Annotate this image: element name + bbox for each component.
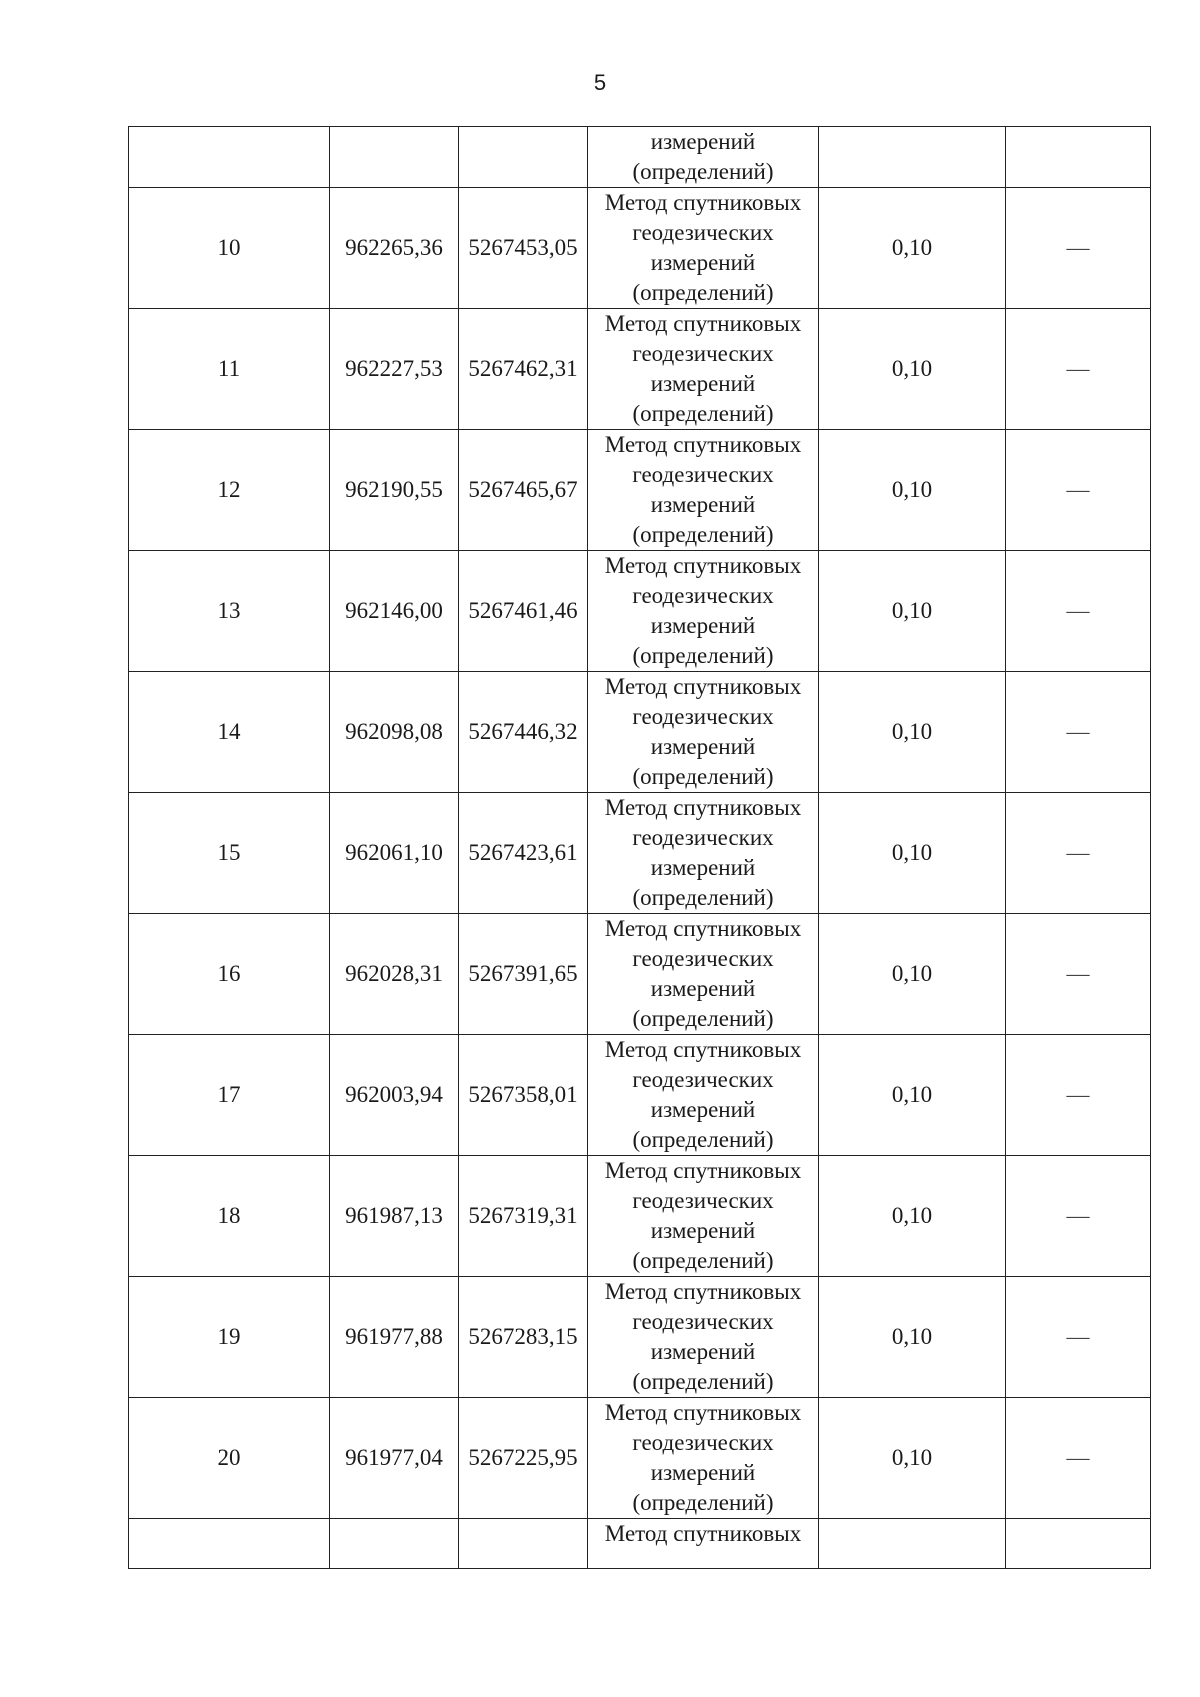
point-number-cell: 14 [129, 672, 330, 793]
y-coordinate-cell: 5267391,65 [459, 914, 588, 1035]
table-row [129, 1398, 1151, 1519]
point-number-cell: 10 [129, 188, 330, 309]
x-coordinate-cell: 961987,13 [330, 1156, 459, 1277]
x-coordinate-cell: 961977,04 [330, 1398, 459, 1519]
description-cell: — [1006, 1156, 1151, 1277]
accuracy-cell: 0,10 [819, 1156, 1006, 1277]
method-cell [588, 551, 819, 672]
y-cell [459, 127, 588, 188]
y-coordinate-cell: 5267423,61 [459, 793, 588, 914]
method-line: геодезических [632, 220, 774, 245]
method-cell [588, 914, 819, 1035]
y-coordinate-cell: 5267446,32 [459, 672, 588, 793]
method-line: Метод спутниковых [604, 674, 802, 699]
table-row [129, 1156, 1151, 1277]
table-row [129, 1035, 1151, 1156]
method-line: (определений) [632, 159, 774, 184]
method-line: геодезических [632, 825, 774, 850]
method-line: Метод спутниковых [604, 190, 802, 215]
accuracy-cell [819, 127, 1006, 188]
table-row [129, 309, 1151, 430]
method-line: Метод спутниковых [604, 311, 802, 336]
method-cell [588, 793, 819, 914]
point-number-cell: 11 [129, 309, 330, 430]
table-row [129, 430, 1151, 551]
y-coordinate-cell: 5267461,46 [459, 551, 588, 672]
method-cell [588, 127, 819, 188]
table-row-continued [129, 127, 1151, 188]
method-cell [588, 1519, 819, 1569]
table-row [129, 914, 1151, 1035]
method-line: (определений) [632, 1369, 774, 1394]
method-line: геодезических [632, 583, 774, 608]
method-cell [588, 1156, 819, 1277]
method-line: (определений) [632, 885, 774, 910]
method-line: измерений [650, 613, 756, 638]
method-line: измерений [650, 492, 756, 517]
accuracy-cell: 0,10 [819, 1277, 1006, 1398]
y-coordinate-cell: 5267358,01 [459, 1035, 588, 1156]
method-line: геодезических [632, 341, 774, 366]
description-cell: — [1006, 1035, 1151, 1156]
description-cell: — [1006, 430, 1151, 551]
method-line: Метод спутниковых [604, 916, 802, 941]
x-coordinate-cell: 962003,94 [330, 1035, 459, 1156]
method-line: измерений [650, 129, 756, 154]
method-line: Метод спутниковых [604, 1037, 802, 1062]
description-cell [1006, 1519, 1151, 1569]
method-line: Метод спутниковых [604, 432, 802, 457]
point-cell [129, 1519, 330, 1569]
method-line: измерений [650, 1339, 756, 1364]
method-line: измерений [650, 855, 756, 880]
description-cell: — [1006, 309, 1151, 430]
y-coordinate-cell: 5267319,31 [459, 1156, 588, 1277]
method-line: Метод спутниковых [604, 1400, 802, 1425]
point-cell [129, 127, 330, 188]
method-line: (определений) [632, 1248, 774, 1273]
method-line: геодезических [632, 704, 774, 729]
method-line: геодезических [632, 1430, 774, 1455]
point-number-cell: 17 [129, 1035, 330, 1156]
accuracy-cell: 0,10 [819, 551, 1006, 672]
accuracy-cell: 0,10 [819, 914, 1006, 1035]
point-number-cell: 12 [129, 430, 330, 551]
method-cell [588, 309, 819, 430]
x-coordinate-cell: 962146,00 [330, 551, 459, 672]
description-cell: — [1006, 188, 1151, 309]
description-cell: — [1006, 914, 1151, 1035]
x-coordinate-cell: 962227,53 [330, 309, 459, 430]
method-line: измерений [650, 734, 756, 759]
method-line: (определений) [632, 643, 774, 668]
method-line: геодезических [632, 462, 774, 487]
x-coordinate-cell: 962028,31 [330, 914, 459, 1035]
x-coordinate-cell: 962265,36 [330, 188, 459, 309]
point-number-cell: 20 [129, 1398, 330, 1519]
point-number-cell: 16 [129, 914, 330, 1035]
accuracy-cell: 0,10 [819, 1035, 1006, 1156]
table-row-partial [129, 1519, 1151, 1569]
accuracy-cell [819, 1519, 1006, 1569]
accuracy-cell: 0,10 [819, 672, 1006, 793]
y-coordinate-cell: 5267225,95 [459, 1398, 588, 1519]
point-number-cell: 18 [129, 1156, 330, 1277]
method-cell [588, 1035, 819, 1156]
x-coordinate-cell: 962061,10 [330, 793, 459, 914]
method-line: измерений [650, 976, 756, 1001]
x-cell [330, 1519, 459, 1569]
y-coordinate-cell: 5267462,31 [459, 309, 588, 430]
method-line: Метод спутниковых [604, 1158, 802, 1183]
method-cell [588, 672, 819, 793]
method-line: геодезических [632, 1188, 774, 1213]
accuracy-cell: 0,10 [819, 188, 1006, 309]
method-line: Метод спутниковых [604, 795, 802, 820]
method-line: измерений [650, 371, 756, 396]
method-line: измерений [650, 250, 756, 275]
method-cell [588, 188, 819, 309]
method-line: (определений) [632, 1490, 774, 1515]
y-coordinate-cell: 5267453,05 [459, 188, 588, 309]
method-line: (определений) [632, 401, 774, 426]
point-number-cell: 13 [129, 551, 330, 672]
page-number: 5 [593, 70, 607, 95]
table-row [129, 551, 1151, 672]
table-row [129, 1277, 1151, 1398]
accuracy-cell: 0,10 [819, 1398, 1006, 1519]
method-line: геодезических [632, 946, 774, 971]
table-row [129, 672, 1151, 793]
point-number-cell: 19 [129, 1277, 330, 1398]
y-coordinate-cell: 5267283,15 [459, 1277, 588, 1398]
point-number-cell: 15 [129, 793, 330, 914]
description-cell [1006, 127, 1151, 188]
coordinates-table [128, 126, 1151, 1569]
x-coordinate-cell: 962098,08 [330, 672, 459, 793]
method-line: измерений [650, 1460, 756, 1485]
description-cell: — [1006, 672, 1151, 793]
table-row [129, 793, 1151, 914]
method-line: измерений [650, 1218, 756, 1243]
method-line: (определений) [632, 1006, 774, 1031]
method-cell [588, 1277, 819, 1398]
description-cell: — [1006, 1277, 1151, 1398]
method-line: (определений) [632, 1127, 774, 1152]
method-line: Метод спутниковых [604, 1279, 802, 1304]
method-line: Метод спутниковых [604, 1521, 802, 1546]
method-line: Метод спутниковых [604, 553, 802, 578]
table-row [129, 188, 1151, 309]
y-coordinate-cell: 5267465,67 [459, 430, 588, 551]
description-cell: — [1006, 1398, 1151, 1519]
method-line: (определений) [632, 522, 774, 547]
accuracy-cell: 0,10 [819, 793, 1006, 914]
method-line: (определений) [632, 280, 774, 305]
method-line: геодезических [632, 1067, 774, 1092]
x-coordinate-cell: 961977,88 [330, 1277, 459, 1398]
method-line: (определений) [632, 764, 774, 789]
x-coordinate-cell: 962190,55 [330, 430, 459, 551]
accuracy-cell: 0,10 [819, 309, 1006, 430]
method-cell [588, 430, 819, 551]
x-cell [330, 127, 459, 188]
accuracy-cell: 0,10 [819, 430, 1006, 551]
y-cell [459, 1519, 588, 1569]
method-line: геодезических [632, 1309, 774, 1334]
description-cell: — [1006, 793, 1151, 914]
method-line: измерений [650, 1097, 756, 1122]
method-cell [588, 1398, 819, 1519]
description-cell: — [1006, 551, 1151, 672]
